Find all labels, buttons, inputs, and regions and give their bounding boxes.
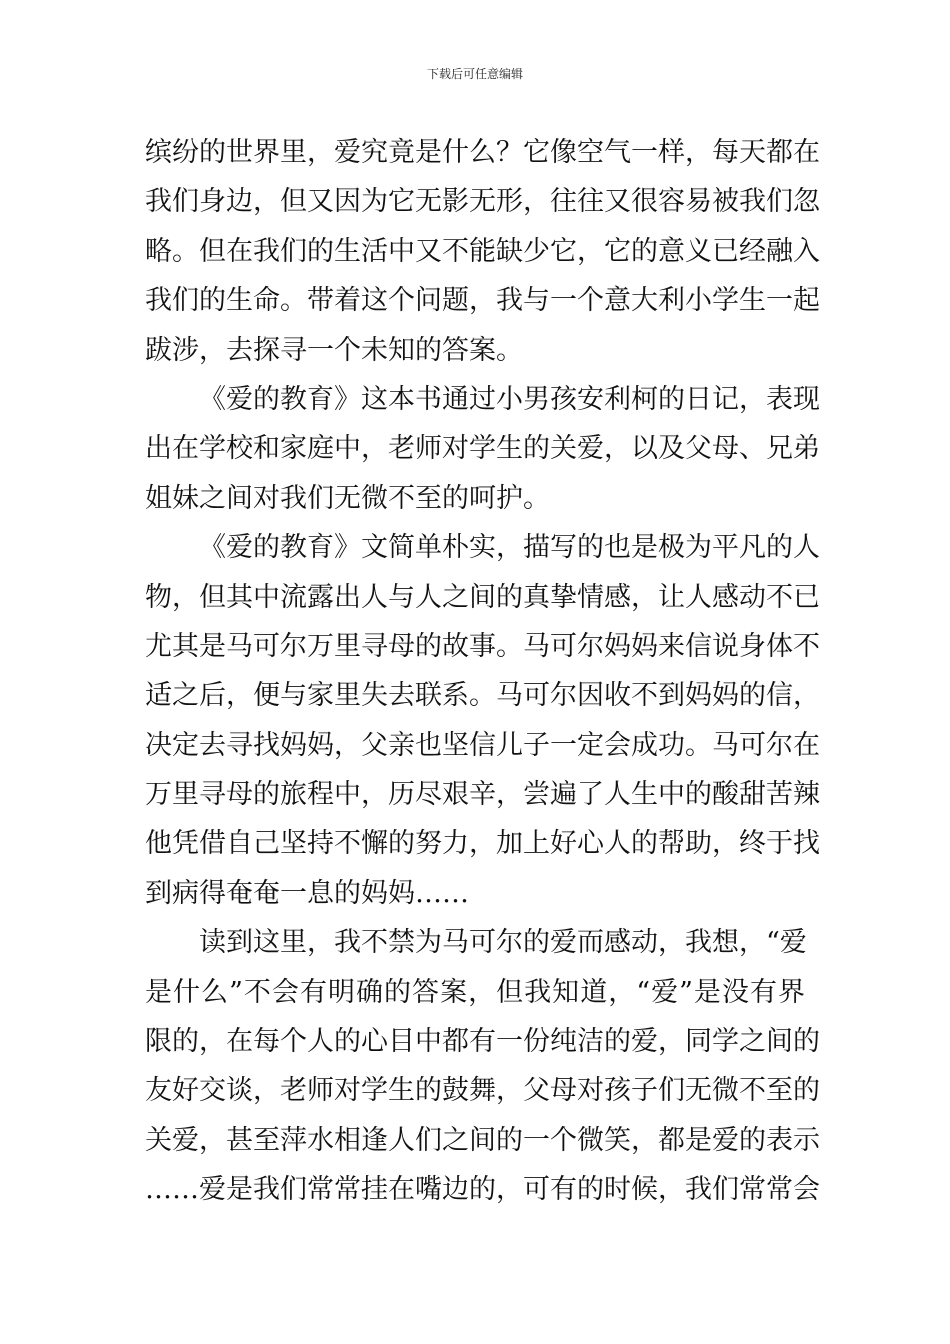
body-text bbox=[145, 128, 820, 1215]
text-line: 是什么”不会有明确的答案，但我知道，“爱”是没有界 bbox=[145, 976, 805, 1008]
text-line: 到病得奄奄一息的妈妈…… bbox=[145, 877, 469, 909]
text-line: 姐妹之间对我们无微不至的呵护。 bbox=[145, 482, 550, 514]
text-line: 他凭借自己坚持不懈的努力，加上好心人的帮助，终于找 bbox=[145, 828, 820, 860]
text-line: 我们身边，但又因为它无影无形，往往又很容易被我们忽 bbox=[145, 186, 820, 218]
text-line: 物，但其中流露出人与人之间的真挚情感，让人感动不已 bbox=[145, 581, 820, 613]
page-header: 下载后可任意编辑 bbox=[426, 67, 523, 81]
text-line: 适之后，便与家里失去联系。马可尔因收不到妈妈的信， bbox=[145, 680, 820, 712]
text-line: 跋涉，去探寻一个未知的答案。 bbox=[145, 334, 523, 366]
text-line: ……爱是我们常常挂在嘴边的，可有的时候，我们常常会 bbox=[145, 1174, 820, 1206]
text-line: 《爱的教育》文简单朴实，描写的也是极为平凡的人 bbox=[199, 532, 820, 564]
text-line: 略。但在我们的生活中又不能缺少它，它的意义已经融入 bbox=[145, 235, 820, 267]
text-line: 《爱的教育》这本书通过小男孩安利柯的日记，表现 bbox=[199, 383, 820, 415]
paragraph-4 bbox=[145, 918, 820, 1214]
text-line: 万里寻母的旅程中，历尽艰辛，尝遍了人生中的酸甜苦辣 bbox=[145, 779, 820, 811]
paragraph-2 bbox=[145, 375, 820, 523]
paragraph-1 bbox=[145, 128, 820, 375]
text-line: 读到这里，我不禁为马可尔的爱而感动，我想，“爱 bbox=[199, 927, 807, 959]
text-line: 缤纷的世界里，爱究竟是什么？它像空气一样，每天都在 bbox=[145, 137, 820, 168]
text-line: 决定去寻找妈妈，父亲也坚信儿子一定会成功。马可尔在 bbox=[145, 729, 820, 761]
text-line: 限的，在每个人的心目中都有一份纯洁的爱，同学之间的 bbox=[145, 1026, 820, 1058]
text-line: 出在学校和家庭中，老师对学生的关爱，以及父母、兄弟 bbox=[145, 433, 820, 465]
text-line: 友好交谈，老师对学生的鼓舞，父母对孩子们无微不至的 bbox=[145, 1075, 820, 1107]
text-line: 关爱，甚至萍水相逢人们之间的一个微笑，都是爱的表示 bbox=[145, 1124, 820, 1156]
text-line: 尤其是马可尔万里寻母的故事。马可尔妈妈来信说身体不 bbox=[145, 630, 820, 662]
paragraph-3 bbox=[145, 523, 820, 918]
text-line: 我们的生命。带着这个问题，我与一个意大利小学生一起 bbox=[145, 285, 820, 317]
